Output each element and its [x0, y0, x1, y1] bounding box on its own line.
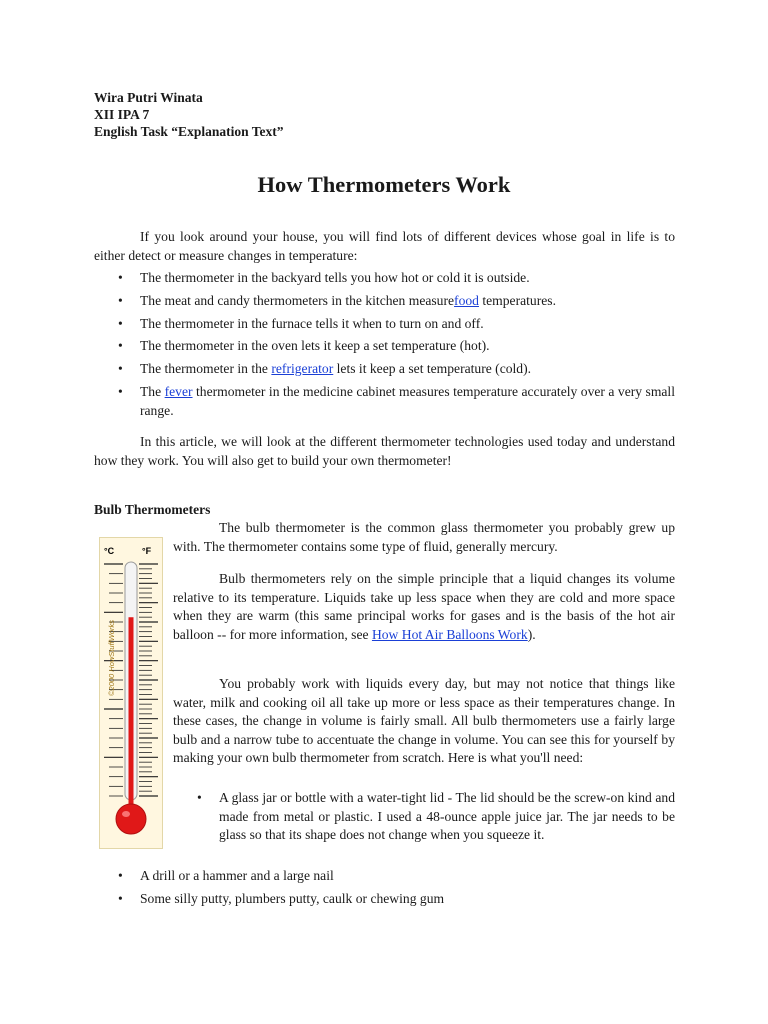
fahrenheit-label: °F	[142, 546, 152, 556]
thermometer-icon	[100, 538, 162, 848]
bulb-highlight	[122, 811, 130, 817]
document-title: How Thermometers Work	[257, 172, 511, 197]
bullet-dot: •	[118, 270, 123, 285]
list-item: • Some silly putty, plumbers putty, caulk or chewing gum	[94, 890, 675, 909]
bullet-dot: •	[118, 868, 123, 883]
section-heading: Bulb Thermometers	[94, 502, 211, 517]
list-item: • A glass jar or bottle with a water-tight lid - The lid should be the screw-on kind and made from metal or plastic. I used a 48-ounce apple juice jar. The jar needs to be glass so that its shape does not change when you squeeze it.	[197, 790, 675, 843]
needs-list	[173, 789, 675, 849]
needs-list-continued	[94, 867, 675, 913]
intro-paragraph: If you look around your house, you will find lots of different devices whose goal in life is to either detect or measure changes in temperature:	[94, 229, 675, 263]
bullet-dot: •	[118, 383, 123, 399]
bulb-paragraph-2: Bulb thermometers rely on the simple principle that a liquid changes its volume relative to its temperature. Liquids take up less space when they are cold and more space when they are warm (this same principal works for gases and is the basis of the hot air balloon -- for more information, see How Hot Air Balloons Work).	[173, 571, 675, 642]
list-item: • The fever thermometer in the medicine cabinet measures temperature accurately over a very small range.	[118, 383, 675, 418]
celsius-label: °C	[104, 546, 115, 556]
list-item: • The thermometer in the refrigerator lets it keep a set temperature (cold).	[94, 360, 675, 379]
article-paragraph: In this article, we will look at the different thermometer technologies used today and understand how they work. You will also get to build your own thermometer!	[94, 434, 675, 468]
author-name: Wira Putri Winata	[94, 90, 203, 105]
list-item: • The thermometer in the backyard tells you how hot or cold it is outside.	[94, 269, 675, 288]
refrigerator-link[interactable]: refrigerator	[271, 361, 334, 377]
fever-link[interactable]: fever	[164, 383, 193, 399]
bulb-paragraph-3: You probably work with liquids every day, but may not notice that things like water, milk and cooking oil all take up more or less space as their temperatures change. In these cases, the change in volume is fairly small. All bulb thermometers use a fairly large bulb and a narrow tube to accentuate the change in volume. You can see this for yourself by making your own bulb thermometer from scratch. Here is what you'll need:	[173, 676, 675, 766]
food-link[interactable]: food	[454, 292, 479, 308]
list-item: • The thermometer in the oven lets it keep a set temperature (hot).	[94, 337, 675, 356]
watermark: ©2000 HowStuffWorks	[107, 620, 116, 696]
bullet-dot: •	[118, 338, 123, 354]
author-class: XII IPA 7	[94, 107, 150, 122]
hot-air-balloons-link[interactable]: How Hot Air Balloons Work	[371, 626, 528, 642]
mercury-column	[129, 617, 134, 806]
bullet-dot: •	[118, 315, 123, 331]
fahrenheit-scale	[139, 564, 158, 796]
thermometer-bulb	[116, 804, 146, 834]
task-title: English Task “Explanation Text”	[94, 124, 284, 139]
bullet-dot: •	[118, 292, 123, 308]
device-list	[94, 269, 675, 424]
bullet-dot: •	[118, 890, 123, 906]
bullet-dot: •	[197, 790, 202, 805]
list-item: • A drill or a hammer and a large nail	[94, 867, 675, 886]
list-item: • The thermometer in the furnace tells it when to turn on and off.	[94, 315, 675, 334]
bulb-paragraph-1: The bulb thermometer is the common glass thermometer you probably grew up with. The thermometer contains some type of fluid, generally mercury.	[173, 520, 675, 554]
list-item: • The meat and candy thermometers in the kitchen measurefood temperatures.	[94, 292, 675, 311]
thermometer-illustration	[99, 537, 163, 849]
bullet-dot: •	[118, 361, 123, 377]
